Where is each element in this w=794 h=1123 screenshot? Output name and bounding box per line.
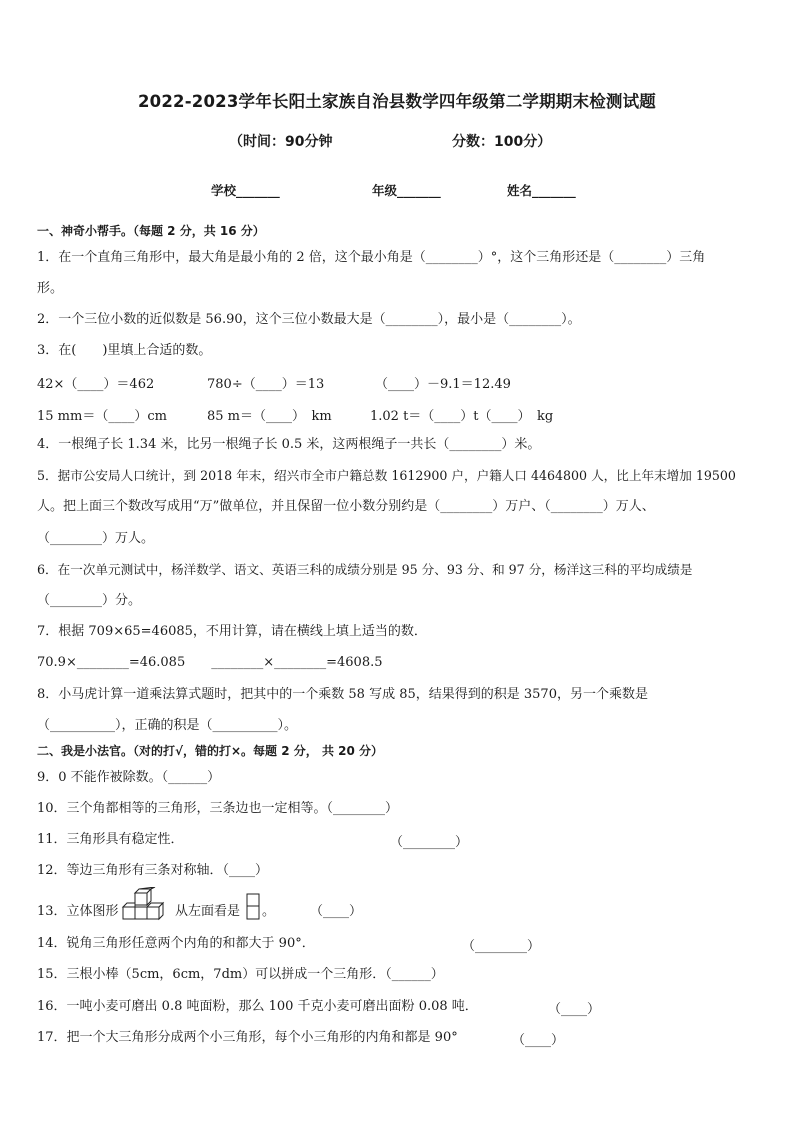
grade-field: 年级_______ [372,183,441,198]
question-4: 4．一根绳子长 1.34 米，比另一根绳子长 0.5 米，这两根绳子一共长（________）米。 [37,437,541,452]
question-3-item-6: 1.02 t＝（____）t（____） kg [370,409,554,424]
question-7-equations: 70.9×________=46.085 ________×________=4608.5 [37,655,383,670]
question-5-line-1: 5．据市公安局人口统计，到 2018 年末，绍兴市全市户籍总数 1612900 户，户籍人口 4464800 人，比上年末增加 19500 [37,468,736,483]
left-view-icon [246,893,260,921]
time-label: （时间：90分钟 [229,134,333,150]
question-11: 11．三角形具有稳定性． [37,832,184,847]
question-12: 12．等边三角形有三条对称轴．（____） [37,863,269,878]
question-8-line-2: （__________），正确的积是（__________）。 [37,718,298,733]
question-13-text-2: 从左面看是 [175,904,241,919]
question-6-line-1: 6．在一次单元测试中，杨洋数学、语文、英语三科的成绩分别是 95 分、93 分、和 97 分，杨洋这三科的平均成绩是 [37,562,693,577]
question-11-blank: （________） [390,835,469,850]
question-14: 14．锐角三角形任意两个内角的和都大于 90°． [37,936,315,951]
question-6-line-2: （________）分。 [37,593,142,608]
question-5-line-2: 人。把上面三个数改写成用“万”做单位，并且保留一位小数分别约是（________）万户、（________）万人、 [37,499,655,514]
question-13-text-3: 。 [262,904,276,919]
question-13-blank: （____） [310,904,363,919]
section-2-heading: 二、我是小法官。（对的打√，错的打×。每题 2 分， 共 20 分） [37,744,383,758]
name-field: 姓名_______ [507,183,576,198]
page-title: 2022-2023学年长阳土家族自治县数学四年级第二学期期末检测试题 [138,92,656,111]
question-3-item-5: 85 m＝（____） km [207,409,332,424]
question-3-item-3: （____）－9.1＝12.49 [375,377,511,392]
question-1-line-2: 形。 [37,281,64,296]
question-3: 3．在( )里填上合适的数。 [37,343,212,358]
question-7: 7．根据 709×65=46085，不用计算，请在横线上填上适当的数． [37,624,427,639]
question-9: 9．0 不能作被除数。（______） [37,770,221,785]
question-3-item-2: 780÷（____）＝13 [207,377,325,392]
question-17-blank: （____） [512,1033,565,1048]
question-8-line-1: 8．小马虎计算一道乘法算式题时，把其中的一个乘数 58 写成 85，结果得到的积是 3570，另一个乘数是 [37,687,648,702]
score-label: 分数：100分） [452,134,552,150]
question-17: 17．把一个大三角形分成两个小三角形，每个小三角形的内角和都是 90° [37,1030,458,1045]
question-2: 2．一个三位小数的近似数是 56.90，这个三位小数最大是（________），最小是（________）。 [37,312,581,327]
question-16: 16．一吨小麦可磨出 0.8 吨面粉，那么 100 千克小麦可磨出面粉 0.08 吨． [37,999,478,1014]
question-13-text: 13．立体图形 [37,904,119,919]
section-1-heading: 一、神奇小帮手。（每题 2 分，共 16 分） [37,224,265,238]
question-3-item-4: 15 mm＝（____）cm [37,409,167,424]
question-14-blank: （________） [462,939,541,954]
school-field: 学校_______ [211,183,280,198]
question-1-line-1: 1．在一个直角三角形中，最大角是最小角的 2 倍，这个最小角是（________）°，这个三角形还是（________）三角 [37,250,706,265]
question-5-line-3: （________）万人。 [37,531,155,546]
question-10: 10．三个角都相等的三角形，三条边也一定相等。（________） [37,801,399,816]
question-3-item-1: 42×（____）＝462 [37,377,155,392]
question-16-blank: （____） [548,1002,601,1017]
question-15: 15．三根小棒（5cm，6cm，7dm）可以拼成一个三角形．（______） [37,967,444,982]
solid-figure-icon [121,887,175,923]
